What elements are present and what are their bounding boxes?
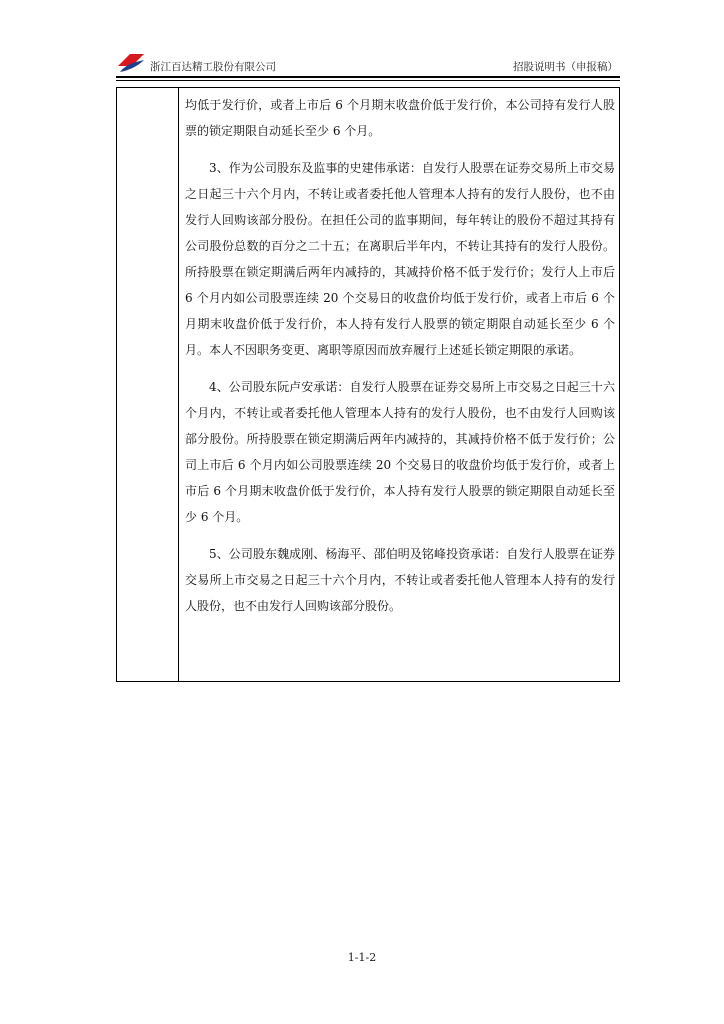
header-rule-thin: [116, 80, 620, 81]
page-number: 1-1-2: [347, 951, 377, 964]
paragraph-commitment-4: 4、公司股东阮卢安承诺：自发行人股票在证券交易所上市交易之日起三十六个月内，不转让或者委托他人管理本人持有的发行人股份，也不由发行人回购该部分股份。所持股票在锁定期满后两年内减持的，其减持价格不低于发行价；公司上市后 6 个月内如公司股票连续 20 个交易日的收盘价均低于发行价，或者上市后 6 个月期末收盘价低于发行价，本人持有发行人股票的锁定期限自动延长至少 6 个月。: [185, 380, 615, 524]
table-content-cell: [185, 92, 615, 630]
paragraph-commitment-5: 5、公司股东魏成刚、杨海平、邵伯明及铭峰投资承诺：自发行人股票在证券交易所上市交易之日起三十六个月内，不转让或者委托他人管理本人持有的发行人股份，也不由发行人回购该部分股份。: [185, 547, 615, 613]
table-left-column: [117, 88, 179, 681]
paragraph-commitment-3: 3、作为公司股东及监事的史建伟承诺：自发行人股票在证券交易所上市交易之日起三十六个月内，不转让或者委托他人管理本人持有的发行人股份，也不由发行人回购该部分股份。在担任公司的监事期间，每年转让的股份不超过其持有公司股份总数的百分之二十五；在离职后半年内，不转让其持有的发行人股份。所持股票在锁定期满后两年内减持的，其减持价格不低于发行价；发行人上市后 6 个月内如公司股票连续 20 个交易日的收盘价均低于发行价，或者上市后 6 个月期末收盘价低于发行价，本人持有发行人股票的锁定期限自动延长至少 6 个月。本人不因职务变更、离职等原因而放弃履行上述延长锁定期限的承诺。: [185, 161, 615, 357]
page-header: [116, 48, 620, 78]
commitment-table: [116, 87, 620, 682]
company-logo-icon: [116, 52, 146, 74]
header-rule-thick: [116, 76, 620, 78]
company-name: 浙江百达精工股份有限公司: [150, 61, 276, 73]
document-title: 招股说明书（申报稿）: [513, 61, 618, 73]
paragraph-continuation: 均低于发行价，或者上市后 6 个月期末收盘价低于发行价，本公司持有发行人股票的锁定期限自动延长至少 6 个月。: [185, 98, 615, 138]
